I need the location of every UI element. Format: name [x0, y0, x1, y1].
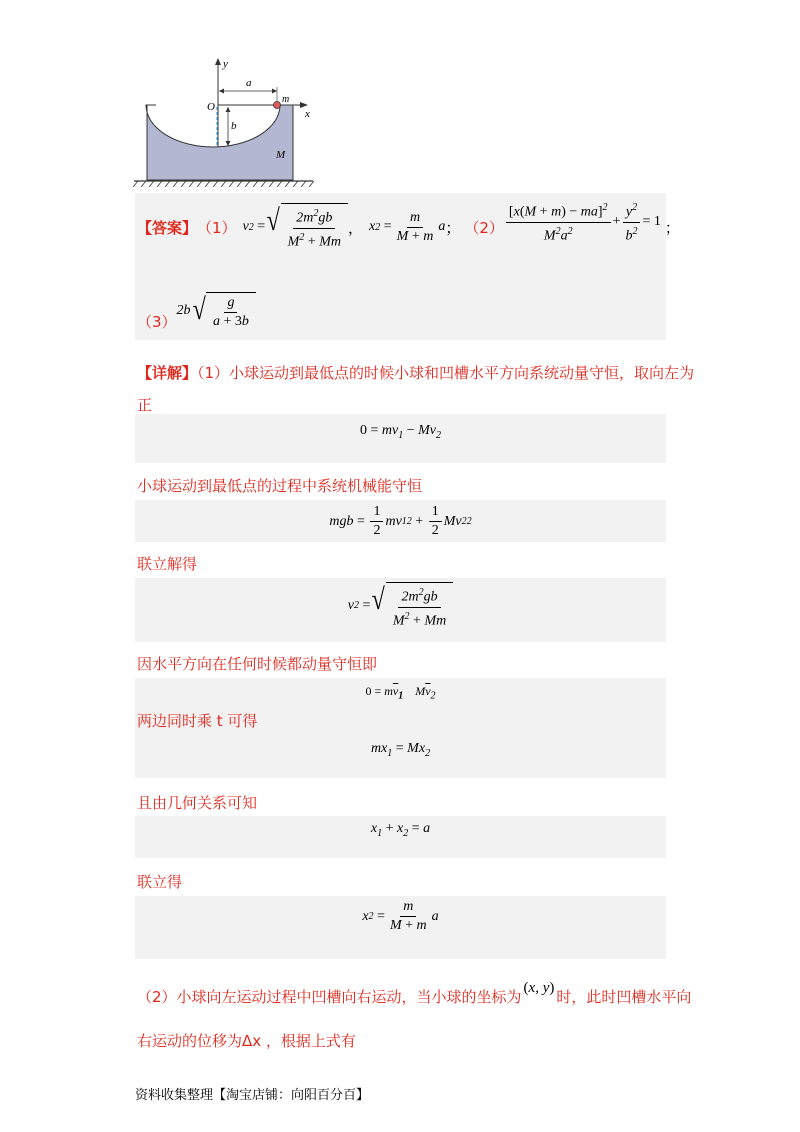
text-solve: 联立解得 [137, 555, 198, 573]
text-multiply: 两边同时乘 t 可得 [137, 712, 258, 730]
label-x: x [305, 108, 310, 120]
answer-part3-formula: 2b √ $\frac{g}{a + 3b}$ [177, 292, 256, 330]
answer-v2-formula: v 2 = √ $\frac{2m^2gb}{M^2 + Mm}$ [243, 203, 348, 250]
eq-geometry: $x_1 + x_2 = a$ [370, 821, 431, 839]
ball-m [274, 102, 281, 109]
detail-line-1b: 正 [137, 396, 153, 414]
label-b: b [231, 120, 237, 132]
answer-part3-label: （3） [137, 313, 177, 331]
coord-xy: (x, y) [523, 980, 555, 996]
label-m: m [282, 94, 290, 105]
text-combine: 联立得 [137, 873, 183, 891]
eq-v2: v 2 = √ $\frac{2m^2gb}{M^2 + Mm}$ [135, 582, 666, 629]
trough-block [146, 105, 293, 180]
eq-x2: x 2 = $\frac{m}{M + m}$ a [362, 899, 439, 933]
label-y: y [223, 58, 228, 70]
answer-ellipse-formula: $\frac{[x(M + m) - ma]^2}{M^2a^2}$ + $\frac{y^2}{b^2}$ = 1 [504, 200, 661, 244]
detail-line-1: 【详解】（1）小球运动到最低点的时候小球和凹槽水平方向系统动量守恒，取向左为 [137, 364, 695, 382]
label-O: O [207, 101, 215, 113]
answer-line-1: 【答案】 （1） v 2 = √ $\frac{2m^2gb}{M^2 + Mm}$ ， x 2 = $\frac{m}{M + m}$ a ； （2） $\frac{[x(M + m) - ma]^2}{M^2a^2}$ + $\frac{y^2}{b^2}$ = 1 ； [137, 201, 680, 250]
text-geometry: 且由几何关系可知 [137, 794, 258, 812]
answer-part2-label: （2） [464, 218, 504, 237]
label-M: M [276, 149, 286, 161]
eq-momentum: $0 = mv_1 - Mv_2$ [359, 423, 442, 441]
answer-part1-label: （1） [197, 218, 237, 237]
part2-line-1: （2）小球向左运动过程中凹槽向右运动，当小球的坐标为 (x, y) 时，此时凹槽水平向 [137, 980, 692, 1006]
trough-diagram [120, 55, 320, 190]
eq-displacement: $mx_1 = Mx_2$ [370, 741, 431, 759]
answer-line-2 [137, 288, 256, 332]
text-always: 因水平方向在任何时候都动量守恒即 [137, 655, 378, 673]
footer-text: 资料收集整理【淘宝店铺：向阳百分百】 [135, 1088, 370, 1103]
text-energy: 小球运动到最低点的过程中系统机械能守恒 [137, 477, 423, 495]
answer-x2-formula: x 2 = $\frac{m}{M + m}$ a [369, 209, 446, 244]
detail-tag: 【详解】 [137, 364, 198, 382]
eq-energy: mgb = $\frac{1}{2}$ mv 1 2 + $\frac{1}{2}$ Mv 2 2 [329, 504, 472, 538]
label-a: a [246, 77, 252, 89]
part2-line-2: 右运动的位移为Δx ，根据上式有 [137, 1032, 356, 1050]
answer-tag: 【答案】 [137, 218, 198, 237]
eq-momentum-bar: $0 = m\overline{v}_1$ $M\overline{v}_2$ [365, 684, 436, 702]
